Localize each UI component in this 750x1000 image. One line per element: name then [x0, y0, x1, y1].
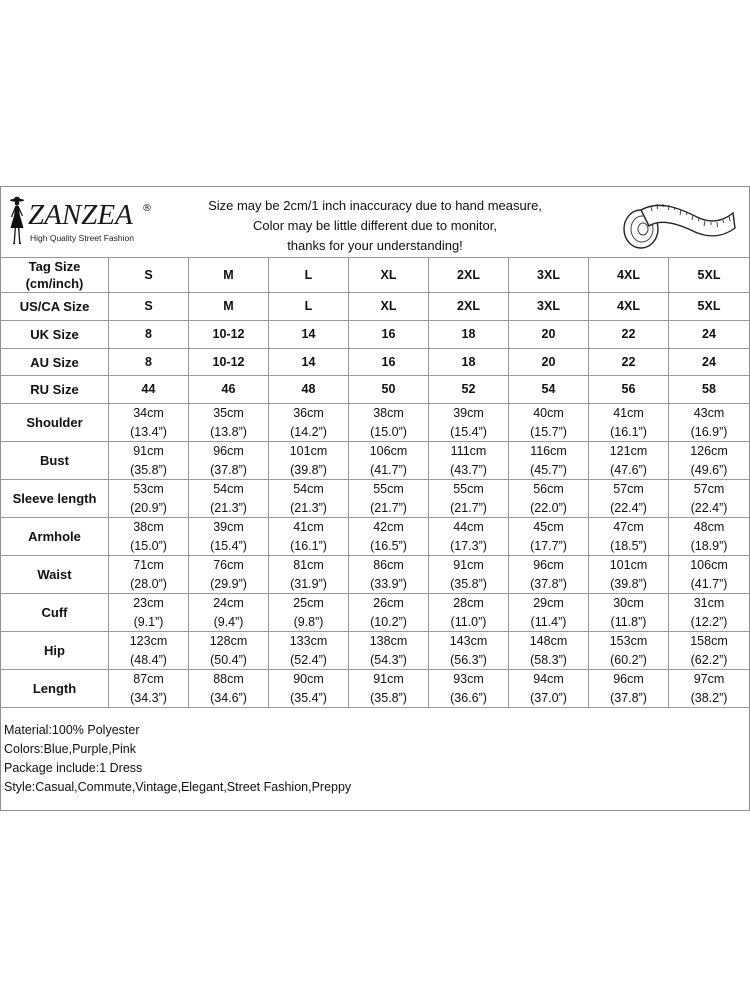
size-header-m: M — [189, 258, 269, 293]
cm-value: 56cm — [533, 481, 564, 496]
inch-value: (15.4”) — [450, 424, 487, 439]
us-ca-size-cell: 3XL — [509, 293, 589, 321]
uk-size-cell: 16 — [349, 321, 429, 349]
cm-value: 91cm — [373, 671, 404, 686]
inch-value: (37.0”) — [530, 690, 567, 705]
armhole-cell — [109, 518, 189, 556]
cm-value: 106cm — [690, 557, 728, 572]
armhole-label: Armhole — [1, 518, 109, 556]
sleeve-length-cell — [589, 480, 669, 518]
au-size-cell: 20 — [509, 349, 589, 376]
inch-value: (21.7”) — [370, 500, 407, 515]
cm-value: 39cm — [213, 519, 244, 534]
cm-value: 86cm — [373, 557, 404, 572]
length-cell — [429, 670, 509, 708]
inch-value: (11.8”) — [610, 614, 647, 629]
inch-value: (22.4”) — [610, 500, 647, 515]
inch-value: (17.3”) — [450, 538, 487, 553]
armhole-cell — [589, 518, 669, 556]
uk-size-label: UK Size — [1, 321, 109, 349]
sleeve-length-cell — [269, 480, 349, 518]
hip-label: Hip — [1, 632, 109, 670]
cm-value: 48cm — [693, 519, 725, 534]
ru-size-cell: 54 — [509, 376, 589, 404]
cm-value: 47cm — [613, 519, 644, 534]
inch-value: (21.3”) — [290, 500, 327, 515]
cm-value: 34cm — [133, 405, 164, 420]
cm-value: 54cm — [213, 481, 244, 496]
inch-value: (33.9”) — [370, 576, 407, 591]
size-header-5xl: 5XL — [669, 258, 749, 293]
uk-size-cell: 24 — [669, 321, 749, 349]
cm-value: 38cm — [373, 405, 404, 420]
cm-value: 138cm — [369, 633, 408, 648]
sleeve-length-cell — [669, 480, 749, 518]
au-size-cell: 8 — [109, 349, 189, 376]
woman-silhouette-icon — [7, 196, 27, 246]
inch-value: (9.4”) — [213, 614, 244, 629]
au-size-cell: 22 — [589, 349, 669, 376]
bust-label: Bust — [1, 442, 109, 480]
cm-value: 87cm — [133, 671, 164, 686]
cuff-cell — [109, 594, 189, 632]
colors-text: Colors:Blue,Purple,Pink — [4, 742, 137, 756]
cm-value: 101cm — [609, 557, 648, 572]
sleeve-length-cell — [189, 480, 269, 518]
us-ca-size-cell: S — [109, 293, 189, 321]
unit-label: (cm/inch) — [25, 276, 84, 291]
cm-value: 158cm — [690, 633, 728, 648]
cm-value: 29cm — [533, 595, 564, 610]
inch-value: (58.3”) — [530, 652, 567, 667]
length-cell — [269, 670, 349, 708]
cm-value: 153cm — [609, 633, 648, 648]
inch-value: (41.7”) — [690, 576, 728, 591]
size-header-3xl: 3XL — [509, 258, 589, 293]
inch-value: (34.6”) — [210, 690, 247, 705]
inch-value: (15.0”) — [130, 538, 167, 553]
inch-value: (11.4”) — [530, 614, 567, 629]
cm-value: 28cm — [453, 595, 484, 610]
uk-size-cell: 20 — [509, 321, 589, 349]
style-text: Style:Casual,Commute,Vintage,Elegant,Street Fashion,Preppy — [4, 780, 352, 794]
us-ca-size-cell: M — [189, 293, 269, 321]
shoulder-cell — [269, 404, 349, 442]
size-header-xl: XL — [349, 258, 429, 293]
ru-size-cell: 46 — [189, 376, 269, 404]
cm-value: 96cm — [613, 671, 644, 686]
brand-logo-text: ZANZEA — [28, 199, 133, 231]
cuff-cell — [349, 594, 429, 632]
waist-cell — [589, 556, 669, 594]
inch-value: (54.3”) — [370, 652, 407, 667]
cm-value: 57cm — [693, 481, 725, 496]
cm-value: 71cm — [133, 557, 164, 572]
inch-value: (35.8”) — [370, 690, 407, 705]
size-header-s: S — [109, 258, 189, 293]
tag-size-label: Tag Size — [28, 259, 81, 274]
inch-value: (21.3”) — [210, 500, 247, 515]
inch-value: (56.3”) — [450, 652, 487, 667]
notice-line-1: Size may be 2cm/1 inch inaccuracy due to hand measure, — [208, 198, 542, 213]
inch-value: (16.5”) — [370, 538, 407, 553]
inch-value: (29.9”) — [210, 576, 247, 591]
inch-value: (11.0”) — [450, 614, 487, 629]
brand-tagline: High Quality Street Fashion — [30, 233, 134, 243]
cm-value: 25cm — [293, 595, 324, 610]
inch-value: (39.8”) — [610, 576, 647, 591]
uk-size-cell: 14 — [269, 321, 349, 349]
inch-value: (48.4”) — [130, 652, 167, 667]
inch-value: (37.8”) — [210, 462, 247, 477]
inch-value: (13.4”) — [130, 424, 167, 439]
sleeve-length-label: Sleeve length — [1, 480, 109, 518]
cm-value: 36cm — [293, 405, 324, 420]
au-size-cell: 24 — [669, 349, 749, 376]
length-cell — [669, 670, 749, 708]
cuff-cell — [269, 594, 349, 632]
bust-cell — [429, 442, 509, 480]
inch-value: (18.9”) — [690, 538, 728, 553]
cm-value: 41cm — [293, 519, 324, 534]
au-size-label: AU Size — [1, 349, 109, 376]
cm-value: 55cm — [453, 481, 484, 496]
registered-mark: ® — [142, 203, 152, 214]
bust-cell — [269, 442, 349, 480]
au-size-cell: 14 — [269, 349, 349, 376]
inch-value: (45.7”) — [530, 462, 567, 477]
bust-cell — [509, 442, 589, 480]
cm-value: 57cm — [613, 481, 644, 496]
cm-value: 123cm — [129, 633, 168, 648]
au-size-cell: 10-12 — [189, 349, 269, 376]
inch-value: (15.7”) — [530, 424, 567, 439]
tag-size-header — [1, 258, 109, 293]
inch-value: (36.6”) — [450, 690, 487, 705]
package-text: Package include:1 Dress — [4, 761, 143, 775]
uk-size-cell: 18 — [429, 321, 509, 349]
waist-cell — [509, 556, 589, 594]
cm-value: 55cm — [373, 481, 404, 496]
cm-value: 88cm — [213, 671, 244, 686]
cm-value: 93cm — [453, 671, 484, 686]
ru-size-cell: 58 — [669, 376, 749, 404]
inch-value: (60.2”) — [610, 652, 647, 667]
cm-value: 121cm — [609, 443, 648, 458]
armhole-cell — [669, 518, 749, 556]
waist-cell — [349, 556, 429, 594]
us-ca-size-cell: 5XL — [669, 293, 749, 321]
cm-value: 26cm — [373, 595, 404, 610]
armhole-cell — [509, 518, 589, 556]
length-cell — [509, 670, 589, 708]
shoulder-cell — [189, 404, 269, 442]
cm-value: 91cm — [453, 557, 484, 572]
length-label: Length — [1, 670, 109, 708]
cm-value: 106cm — [369, 443, 408, 458]
hip-cell — [349, 632, 429, 670]
shoulder-cell — [349, 404, 429, 442]
inch-value: (43.7”) — [450, 462, 487, 477]
inch-value: (28.0”) — [130, 576, 167, 591]
cm-value: 30cm — [613, 595, 644, 610]
bust-cell — [669, 442, 749, 480]
inch-value: (41.7”) — [370, 462, 407, 477]
inch-value: (13.8”) — [210, 424, 247, 439]
hip-cell — [509, 632, 589, 670]
inch-value: (34.3”) — [130, 690, 167, 705]
cuff-cell — [589, 594, 669, 632]
inch-value: (37.8”) — [610, 690, 647, 705]
cm-value: 31cm — [693, 595, 725, 610]
size-table — [1, 258, 749, 708]
cm-value: 96cm — [213, 443, 244, 458]
ru-size-cell: 52 — [429, 376, 509, 404]
ru-size-cell: 48 — [269, 376, 349, 404]
inch-value: (22.0”) — [530, 500, 567, 515]
inch-value: (31.9”) — [290, 576, 327, 591]
shoulder-cell — [509, 404, 589, 442]
notice-line-2: Color may be little different due to monitor, — [253, 218, 497, 233]
shoulder-cell — [589, 404, 669, 442]
size-header-2xl: 2XL — [429, 258, 509, 293]
inch-value: (10.2”) — [370, 614, 407, 629]
inch-value: (21.7”) — [450, 500, 487, 515]
cm-value: 35cm — [213, 405, 244, 420]
waist-cell — [189, 556, 269, 594]
cm-value: 111cm — [450, 443, 487, 458]
armhole-cell — [429, 518, 509, 556]
inch-value: (47.6”) — [610, 462, 647, 477]
size-header-4xl: 4XL — [589, 258, 669, 293]
cm-value: 133cm — [289, 633, 328, 648]
uk-size-cell: 10-12 — [189, 321, 269, 349]
waist-cell — [269, 556, 349, 594]
ru-size-cell: 44 — [109, 376, 189, 404]
inch-value: (62.2”) — [690, 652, 728, 667]
size-chart — [0, 186, 750, 811]
inch-value: (50.4”) — [210, 652, 247, 667]
shoulder-cell — [669, 404, 749, 442]
inch-value: (9.1”) — [133, 614, 164, 629]
cm-value: 97cm — [693, 671, 725, 686]
inch-value: (14.2”) — [290, 424, 327, 439]
cuff-label: Cuff — [1, 594, 109, 632]
cm-value: 43cm — [693, 405, 725, 420]
us-ca-size-label: US/CA Size — [1, 293, 109, 321]
cm-value: 38cm — [133, 519, 164, 534]
waist-cell — [669, 556, 749, 594]
tape-measure-icon — [619, 196, 737, 254]
sleeve-length-cell — [349, 480, 429, 518]
product-details — [1, 708, 749, 797]
waist-cell — [109, 556, 189, 594]
inch-value: (16.1”) — [290, 538, 327, 553]
cm-value: 148cm — [529, 633, 568, 648]
cm-value: 91cm — [133, 443, 164, 458]
shoulder-cell — [429, 404, 509, 442]
cm-value: 128cm — [209, 633, 248, 648]
cm-value: 116cm — [530, 443, 567, 458]
cuff-cell — [509, 594, 589, 632]
cm-value: 143cm — [449, 633, 488, 648]
cm-value: 24cm — [213, 595, 244, 610]
length-cell — [349, 670, 429, 708]
cuff-cell — [669, 594, 749, 632]
cm-value: 81cm — [293, 557, 324, 572]
length-cell — [589, 670, 669, 708]
inch-value: (12.2”) — [690, 614, 728, 629]
inch-value: (16.1”) — [610, 424, 647, 439]
cm-value: 23cm — [133, 595, 164, 610]
cm-value: 54cm — [293, 481, 324, 496]
sleeve-length-cell — [509, 480, 589, 518]
notice-line-3: thanks for your understanding! — [287, 238, 463, 253]
hip-cell — [189, 632, 269, 670]
hip-cell — [109, 632, 189, 670]
bust-cell — [109, 442, 189, 480]
cm-value: 45cm — [533, 519, 564, 534]
ru-size-cell: 56 — [589, 376, 669, 404]
cm-value: 39cm — [453, 405, 484, 420]
armhole-cell — [189, 518, 269, 556]
au-size-cell: 16 — [349, 349, 429, 376]
uk-size-cell: 22 — [589, 321, 669, 349]
inch-value: (38.2”) — [690, 690, 728, 705]
inch-value: (35.8”) — [450, 576, 487, 591]
chart-header — [1, 187, 749, 258]
cm-value: 94cm — [533, 671, 564, 686]
cuff-cell — [189, 594, 269, 632]
measurement-notice — [151, 196, 599, 256]
cm-value: 53cm — [133, 481, 164, 496]
cm-value: 96cm — [533, 557, 564, 572]
cm-value: 44cm — [453, 519, 484, 534]
us-ca-size-cell: 2XL — [429, 293, 509, 321]
inch-value: (15.0”) — [370, 424, 407, 439]
size-header-l: L — [269, 258, 349, 293]
shoulder-label: Shoulder — [1, 404, 109, 442]
inch-value: (35.4”) — [290, 690, 327, 705]
inch-value: (15.4”) — [210, 538, 247, 553]
cm-value: 126cm — [690, 443, 728, 458]
inch-value: (20.9”) — [130, 500, 167, 515]
hip-cell — [269, 632, 349, 670]
us-ca-size-cell: 4XL — [589, 293, 669, 321]
sleeve-length-cell — [429, 480, 509, 518]
hip-cell — [589, 632, 669, 670]
length-cell — [109, 670, 189, 708]
inch-value: (37.8”) — [530, 576, 567, 591]
inch-value: (16.9”) — [690, 424, 728, 439]
cm-value: 90cm — [293, 671, 324, 686]
au-size-cell: 18 — [429, 349, 509, 376]
us-ca-size-cell: XL — [349, 293, 429, 321]
hip-cell — [429, 632, 509, 670]
bust-cell — [349, 442, 429, 480]
us-ca-size-cell: L — [269, 293, 349, 321]
ru-size-cell: 50 — [349, 376, 429, 404]
cm-value: 101cm — [289, 443, 328, 458]
cm-value: 76cm — [213, 557, 244, 572]
bust-cell — [589, 442, 669, 480]
hip-cell — [669, 632, 749, 670]
waist-label: Waist — [1, 556, 109, 594]
ru-size-label: RU Size — [1, 376, 109, 404]
sleeve-length-cell — [109, 480, 189, 518]
armhole-cell — [269, 518, 349, 556]
inch-value: (22.4”) — [690, 500, 728, 515]
shoulder-cell — [109, 404, 189, 442]
cm-value: 40cm — [533, 405, 564, 420]
cm-value: 41cm — [613, 405, 644, 420]
length-cell — [189, 670, 269, 708]
bust-cell — [189, 442, 269, 480]
material-text: Material:100% Polyester — [4, 723, 140, 737]
inch-value: (17.7”) — [530, 538, 567, 553]
inch-value: (18.5”) — [610, 538, 647, 553]
cuff-cell — [429, 594, 509, 632]
armhole-cell — [349, 518, 429, 556]
inch-value: (9.8”) — [293, 614, 324, 629]
uk-size-cell: 8 — [109, 321, 189, 349]
inch-value: (39.8”) — [290, 462, 327, 477]
cm-value: 42cm — [373, 519, 404, 534]
inch-value: (35.8”) — [130, 462, 167, 477]
waist-cell — [429, 556, 509, 594]
inch-value: (52.4”) — [290, 652, 327, 667]
inch-value: (49.6”) — [690, 462, 728, 477]
